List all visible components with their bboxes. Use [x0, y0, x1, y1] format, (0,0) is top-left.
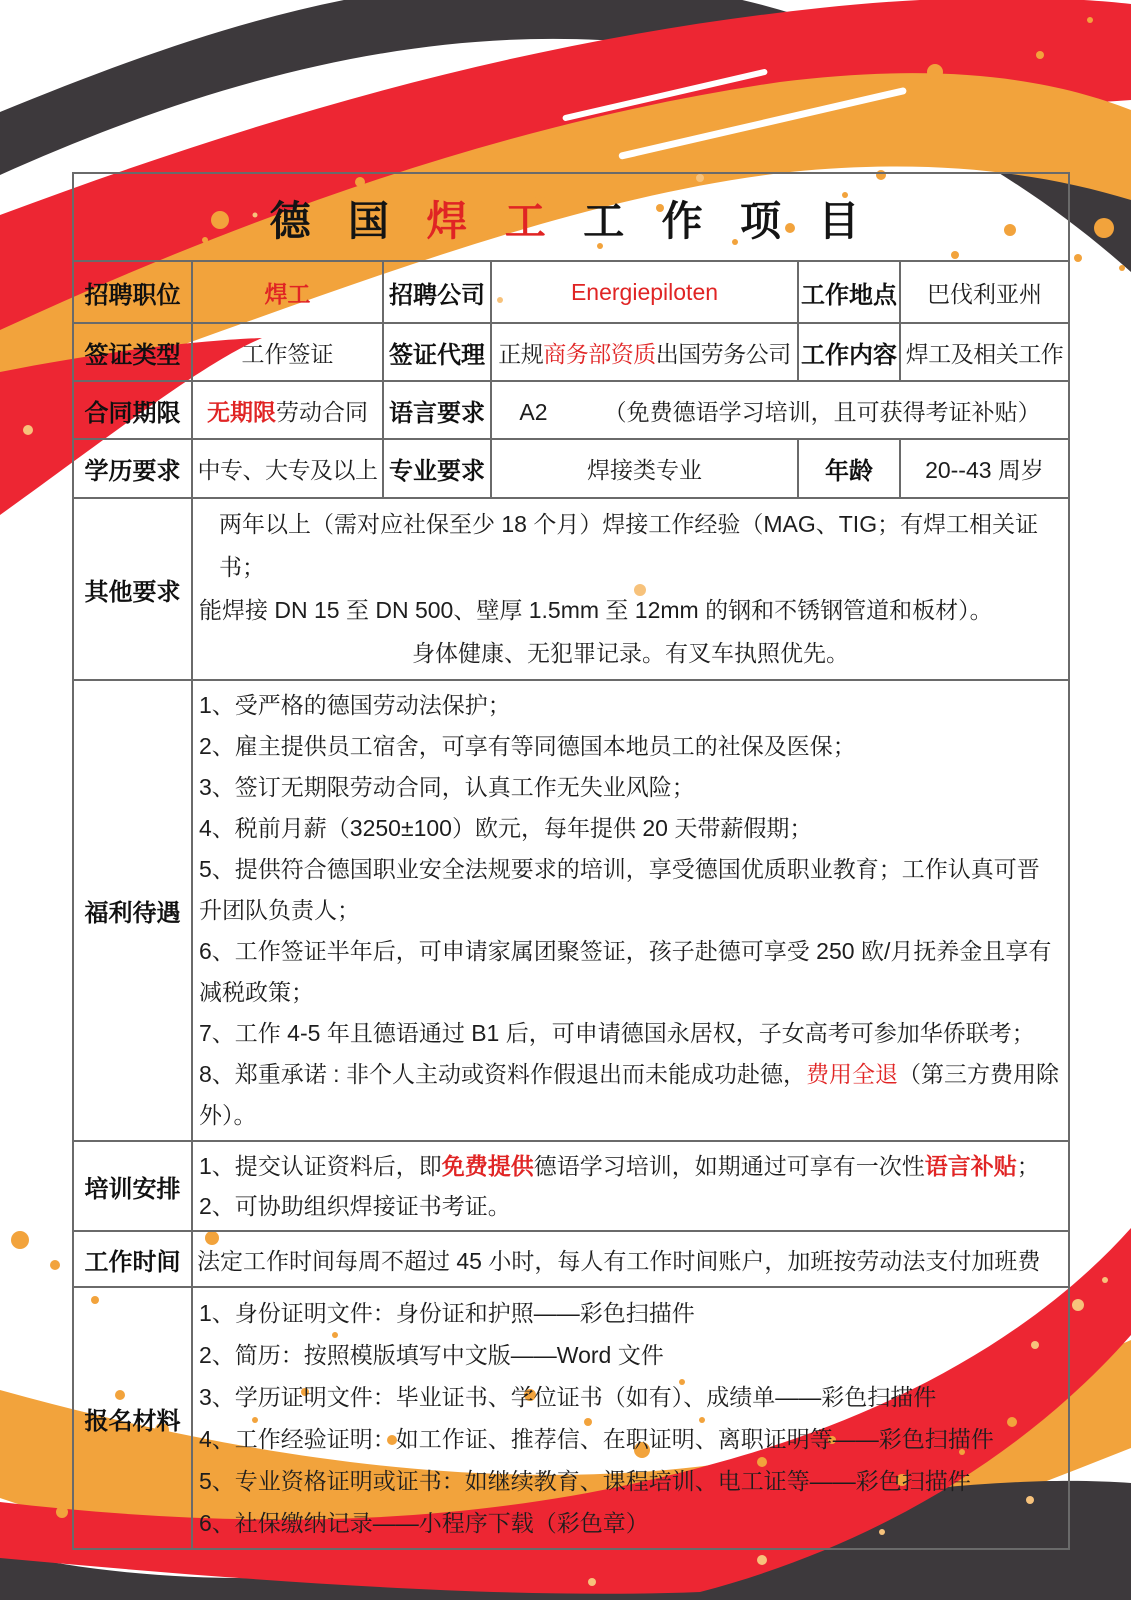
benefit-item-1: 1、受严格的德国劳动法保护；	[199, 692, 511, 718]
title-part1: 德 国	[269, 197, 427, 244]
materials-content	[192, 1287, 1069, 1549]
poster-title	[73, 173, 1069, 261]
recruit-position-value: 焊工	[192, 261, 383, 323]
benefit-item-7: 7、工作 4-5 年且德语通过 B1 后，可申请德国永居权，子女高考可参加华侨联考；	[199, 1020, 1035, 1046]
visa-type-value: 工作签证	[192, 323, 383, 381]
education-req-label: 学历要求	[73, 439, 192, 498]
major-req-label: 专业要求	[383, 439, 491, 498]
benefit-item-4: 4、税前月薪（3250±100）欧元，每年提供 20 天带薪假期；	[199, 815, 813, 841]
age-label: 年龄	[798, 439, 900, 498]
other-req-content	[192, 498, 1069, 680]
benefit-item-8: 8、郑重承诺 : 非个人主动或资料作假退出而未能成功赴德，费用全退（第三方费用除外）。	[199, 1061, 1059, 1128]
recruit-company-value: Energiepiloten	[491, 261, 798, 323]
work-location-label: 工作地点	[798, 261, 900, 323]
material-item-2: 2、简历：按照模版填写中文版——Word 文件	[199, 1342, 664, 1368]
contract-term-value: 无期限劳动合同	[192, 381, 383, 439]
visa-type-label: 签证类型	[73, 323, 192, 381]
training-item-1: 1、提交认证资料后，即免费提供德语学习培训，如期通过可享有一次性语言补贴；	[199, 1153, 1040, 1179]
training-item-2: 2、可协助组织焊接证书考证。	[199, 1193, 511, 1219]
benefit-item-2: 2、雇主提供员工宿舍，可享有等同德国本地员工的社保及医保；	[199, 733, 856, 759]
benefits-label: 福利待遇	[73, 680, 192, 1141]
visa-agent-highlight: 商务部资质	[543, 340, 656, 367]
materials-label: 报名材料	[73, 1287, 192, 1549]
material-item-3: 3、学历证明文件：毕业证书、学位证书（如有）、成绩单——彩色扫描件	[199, 1384, 937, 1410]
language-req-label: 语言要求	[383, 381, 491, 439]
benefit-item-6: 6、工作签证半年后，可申请家属团聚签证，孩子赴德可享受 250 欧/月抚养金且享有减税政策；	[199, 938, 1052, 1005]
benefits-content	[192, 680, 1069, 1141]
contract-term-highlight: 无期限	[207, 398, 276, 425]
other-req-line-1: 两年以上（需对应社保至少 18 个月）焊接工作经验（MAG、TIG；有焊工相关证书；	[219, 511, 1039, 580]
title-part2: 工 作 项 目	[558, 197, 873, 244]
education-req-value: 中专、大专及以上	[192, 439, 383, 498]
work-content-label: 工作内容	[798, 323, 900, 381]
recruit-company-label: 招聘公司	[383, 261, 491, 323]
work-hours-label: 工作时间	[73, 1231, 192, 1287]
benefit-item-5: 5、提供符合德国职业安全法规要求的培训，享受德国优质职业教育；工作认真可晋升团队负责人；	[199, 856, 1040, 923]
recruit-position-label: 招聘职位	[73, 261, 192, 323]
material-item-6: 6、社保缴纳记录——小程序下载（彩色章）	[199, 1510, 649, 1536]
training-free-highlight: 免费提供	[441, 1153, 534, 1179]
benefit-refund-highlight: 费用全退	[805, 1061, 898, 1087]
language-note: （免费德语学习培训，且可获得考证补贴）	[603, 398, 1041, 425]
contract-term-label: 合同期限	[73, 381, 192, 439]
work-content-value: 焊工及相关工作	[900, 323, 1069, 381]
major-req-value: 焊接类专业	[491, 439, 798, 498]
material-item-5: 5、专业资格证明或证书：如继续教育、课程培训、电工证等——彩色扫描件	[199, 1468, 971, 1494]
visa-agent-value: 正规商务部资质出国劳务公司	[491, 323, 798, 381]
other-req-label: 其他要求	[73, 498, 192, 680]
training-subsidy-highlight: 语言补贴	[924, 1153, 1017, 1179]
other-req-line-2: 能焊接 DN 15 至 DN 500、壁厚 1.5mm 至 12mm 的钢和不锈钢管道和板材）。	[199, 597, 993, 623]
visa-agent-label: 签证代理	[383, 323, 491, 381]
job-table	[72, 172, 1070, 1550]
work-location-value: 巴伐利亚州	[900, 261, 1069, 323]
language-req-value	[491, 381, 1069, 439]
work-hours-content: 法定工作时间每周不超过 45 小时，每人有工作时间账户，加班按劳动法支付加班费	[192, 1231, 1069, 1287]
title-highlight: 焊 工	[426, 197, 559, 244]
material-item-4: 4、工作经验证明：如工作证、推荐信、在职证明、离职证明等——彩色扫描件	[199, 1426, 994, 1452]
material-item-1: 1、身份证明文件：身份证和护照——彩色扫描件	[199, 1300, 695, 1326]
training-label: 培训安排	[73, 1141, 192, 1231]
other-req-line-3: 身体健康、无犯罪记录。有叉车执照优先。	[412, 640, 849, 666]
age-value: 20--43 周岁	[900, 439, 1069, 498]
benefit-item-3: 3、签订无期限劳动合同，认真工作无失业风险；	[199, 774, 695, 800]
language-level: A2	[519, 398, 548, 425]
training-content	[192, 1141, 1069, 1231]
